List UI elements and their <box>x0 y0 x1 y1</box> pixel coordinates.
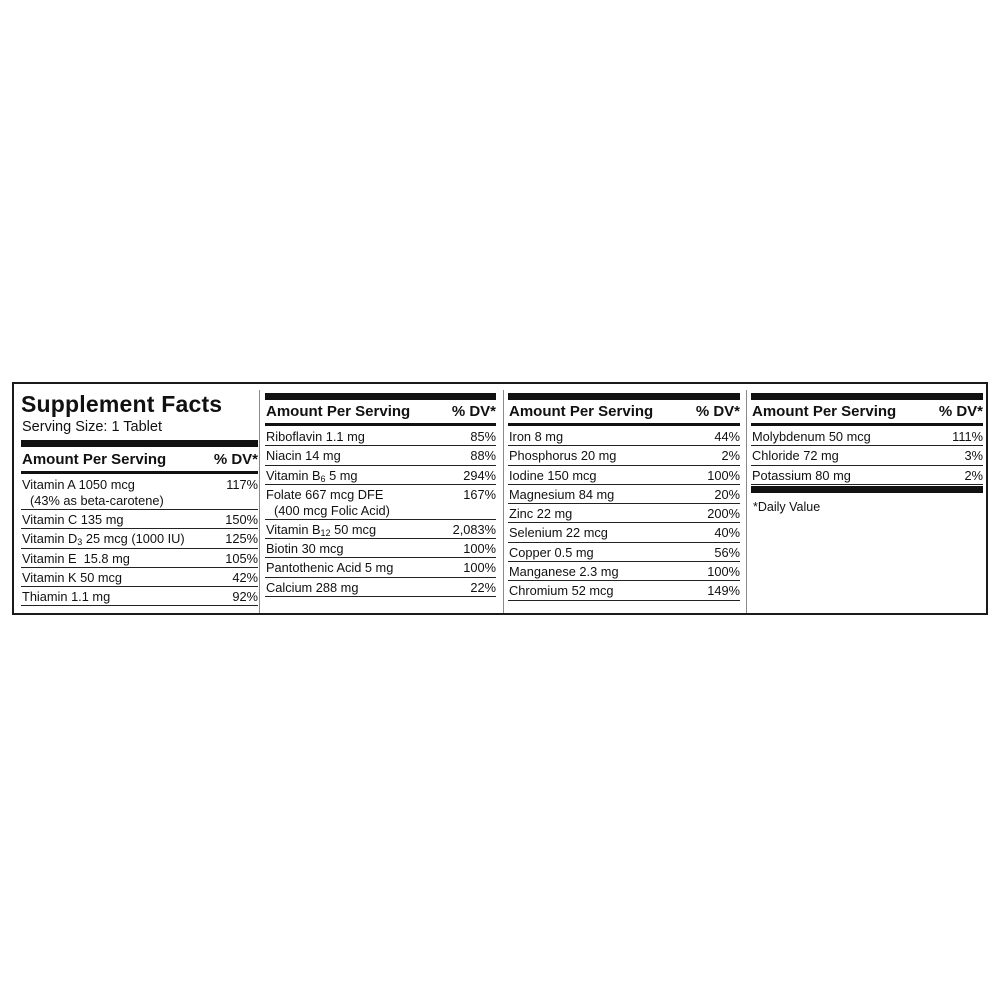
nutrient-name-text: Iodine 150 mcg <box>509 467 597 483</box>
nutrient-name-text: Manganese 2.3 mg <box>509 564 619 580</box>
nutrient-name-text: Chromium 52 mcg <box>509 583 614 599</box>
daily-value-percent: 100% <box>463 541 496 557</box>
daily-value-percent: 85% <box>470 429 496 444</box>
nutrient-name <box>266 487 390 519</box>
nutrient-name-text: Calcium 288 mg <box>266 579 359 595</box>
table-row <box>265 466 496 485</box>
column-header <box>508 402 740 422</box>
daily-value-percent: 2,083% <box>452 521 496 537</box>
nutrient-name-text: Chloride 72 mg <box>752 448 839 464</box>
table-row <box>751 446 983 465</box>
table-row <box>265 578 496 597</box>
nutrient-name <box>22 589 110 605</box>
nutrient-name <box>509 468 597 484</box>
nutrient-name <box>266 468 358 484</box>
nutrient-name-text: Zinc 22 mg <box>509 506 573 522</box>
daily-value-percent: 167% <box>463 486 496 502</box>
nutrient-subscript: 3 <box>77 537 83 548</box>
daily-value-percent: 92% <box>232 589 258 605</box>
daily-value-percent: 100% <box>707 467 740 483</box>
nutrient-note: (43% as beta-carotene) <box>30 493 164 508</box>
nutrient-name-text: Selenium 22 mcg <box>509 525 608 541</box>
nutrient-name <box>266 560 393 576</box>
nutrient-name <box>22 477 164 509</box>
table-row <box>751 427 983 446</box>
nutrient-rows <box>508 427 740 601</box>
nutrient-name-text: Riboflavin 1.1 mg <box>266 429 365 444</box>
table-row <box>21 529 258 548</box>
table-row <box>21 587 258 606</box>
nutrient-name <box>752 468 851 484</box>
daily-value-percent: 125% <box>225 531 258 547</box>
nutrient-rows <box>21 475 258 606</box>
column-header <box>751 402 983 422</box>
nutrient-amount-text: 50 mcg <box>330 521 377 537</box>
nutrient-amount-text: 5 mg <box>325 467 358 483</box>
nutrient-name <box>266 429 365 445</box>
table-row <box>508 427 740 446</box>
nutrient-name <box>752 448 839 464</box>
nutrient-name <box>509 429 563 445</box>
nutrient-name <box>509 448 616 464</box>
nutrient-name-text: Molybdenum 50 mcg <box>752 429 871 444</box>
nutrient-name <box>509 564 619 580</box>
amount-per-serving-label: Amount Per Serving <box>752 403 897 420</box>
daily-value-percent: 2% <box>964 467 983 483</box>
nutrient-name <box>22 512 123 528</box>
daily-value-percent: 44% <box>714 429 740 444</box>
column-divider <box>503 390 504 613</box>
daily-value-percent: 105% <box>225 550 258 566</box>
table-row <box>21 549 258 568</box>
amount-per-serving-label: Amount Per Serving <box>266 403 411 420</box>
nutrient-note: (400 mcg Folic Acid) <box>274 502 390 518</box>
column-header <box>265 402 496 422</box>
table-row <box>21 475 258 510</box>
nutrient-name <box>509 487 614 503</box>
table-row <box>508 466 740 485</box>
daily-value-percent: 294% <box>463 467 496 483</box>
table-row <box>508 446 740 465</box>
nutrient-name-text: Niacin 14 mg <box>266 448 341 464</box>
table-row <box>265 427 496 446</box>
column-divider <box>259 390 260 613</box>
daily-value-percent: 3% <box>964 448 983 464</box>
nutrient-name <box>266 580 358 596</box>
nutrient-name-text: Pantothenic Acid 5 mg <box>266 560 394 576</box>
daily-value-percent: 88% <box>470 448 496 464</box>
nutrient-amount-text: 25 mcg (1000 IU) <box>82 531 185 547</box>
thick-divider <box>751 486 983 493</box>
nutrient-name-text: Potassium 80 mg <box>752 467 851 483</box>
nutrient-name-text: Thiamin 1.1 mg <box>22 589 111 605</box>
daily-value-percent: 100% <box>707 564 740 580</box>
nutrient-name <box>509 583 614 599</box>
column-header <box>21 450 258 470</box>
daily-value-percent: 111% <box>952 429 983 444</box>
daily-value-percent: 42% <box>232 569 258 585</box>
nutrient-name-text: Vitamin B <box>266 467 321 483</box>
nutrient-name <box>266 541 344 557</box>
daily-value-percent: 200% <box>707 506 740 522</box>
table-row <box>508 523 740 542</box>
header-divider <box>21 471 258 474</box>
dv-label: % DV* <box>695 403 740 420</box>
daily-value-percent: 20% <box>714 486 740 502</box>
table-row <box>508 485 740 504</box>
thick-divider <box>21 440 258 447</box>
table-row <box>508 581 740 600</box>
nutrient-name-text: Iron 8 mg <box>509 429 564 444</box>
nutrient-name <box>22 551 130 567</box>
table-row <box>508 562 740 581</box>
nutrient-name-text: Phosphorus 20 mg <box>509 448 617 464</box>
nutrient-name-text: Vitamin D <box>22 531 78 547</box>
table-row <box>265 520 496 539</box>
thick-divider <box>751 393 983 400</box>
nutrient-name <box>22 570 122 586</box>
column-divider <box>746 390 747 613</box>
daily-value-percent: 22% <box>470 579 496 595</box>
nutrient-name-text: Biotin 30 mcg <box>266 541 344 557</box>
table-row <box>265 446 496 465</box>
daily-value-footnote: *Daily Value <box>753 500 821 514</box>
table-row <box>508 504 740 523</box>
nutrient-name <box>509 506 572 522</box>
daily-value-percent: 2% <box>721 448 740 464</box>
nutrient-name-text: Vitamin B <box>266 521 321 537</box>
daily-value-percent: 40% <box>714 525 740 541</box>
nutrient-name <box>266 522 376 538</box>
daily-value-percent: 100% <box>463 560 496 576</box>
nutrient-subscript: 6 <box>320 473 326 484</box>
table-row <box>265 539 496 558</box>
nutrient-name-text: Folate 667 mcg DFE <box>266 486 384 502</box>
nutrient-name-text: Vitamin C 135 mg <box>22 512 124 527</box>
nutrient-subscript: 12 <box>320 527 331 538</box>
nutrient-name-text: Magnesium 84 mg <box>509 486 615 502</box>
amount-per-serving-label: Amount Per Serving <box>509 403 654 420</box>
nutrient-name-text: Vitamin E 15.8 mg <box>22 550 130 566</box>
nutrient-name-text: Vitamin K 50 mcg <box>22 569 123 585</box>
table-row <box>21 568 258 587</box>
nutrient-rows <box>751 427 983 485</box>
daily-value-percent: 149% <box>707 583 740 599</box>
daily-value-percent: 117% <box>226 477 258 492</box>
nutrient-name-text: Vitamin A 1050 mcg <box>22 477 135 492</box>
nutrient-name <box>22 531 185 547</box>
header-divider <box>508 423 740 426</box>
amount-per-serving-label: Amount Per Serving <box>22 451 167 468</box>
serving-size: Serving Size: 1 Tablet <box>22 419 162 435</box>
nutrient-name <box>752 429 871 445</box>
panel-title: Supplement Facts <box>21 391 223 417</box>
dv-label: % DV* <box>938 403 983 420</box>
nutrient-name <box>509 545 594 561</box>
header-divider <box>751 423 983 426</box>
dv-label: % DV* <box>451 403 496 420</box>
thick-divider <box>265 393 496 400</box>
table-row <box>508 543 740 562</box>
header-divider <box>265 423 496 426</box>
table-row <box>21 510 258 529</box>
supplement-facts-panel <box>12 382 988 615</box>
thick-divider <box>508 393 740 400</box>
nutrient-rows <box>265 427 496 597</box>
nutrient-name <box>509 525 608 541</box>
nutrient-name <box>266 448 341 464</box>
nutrient-name-text: Copper 0.5 mg <box>509 544 594 560</box>
table-row <box>265 558 496 577</box>
daily-value-percent: 150% <box>225 512 258 527</box>
table-row <box>751 466 983 485</box>
table-row <box>265 485 496 520</box>
dv-label: % DV* <box>213 451 258 468</box>
daily-value-percent: 56% <box>714 544 740 560</box>
